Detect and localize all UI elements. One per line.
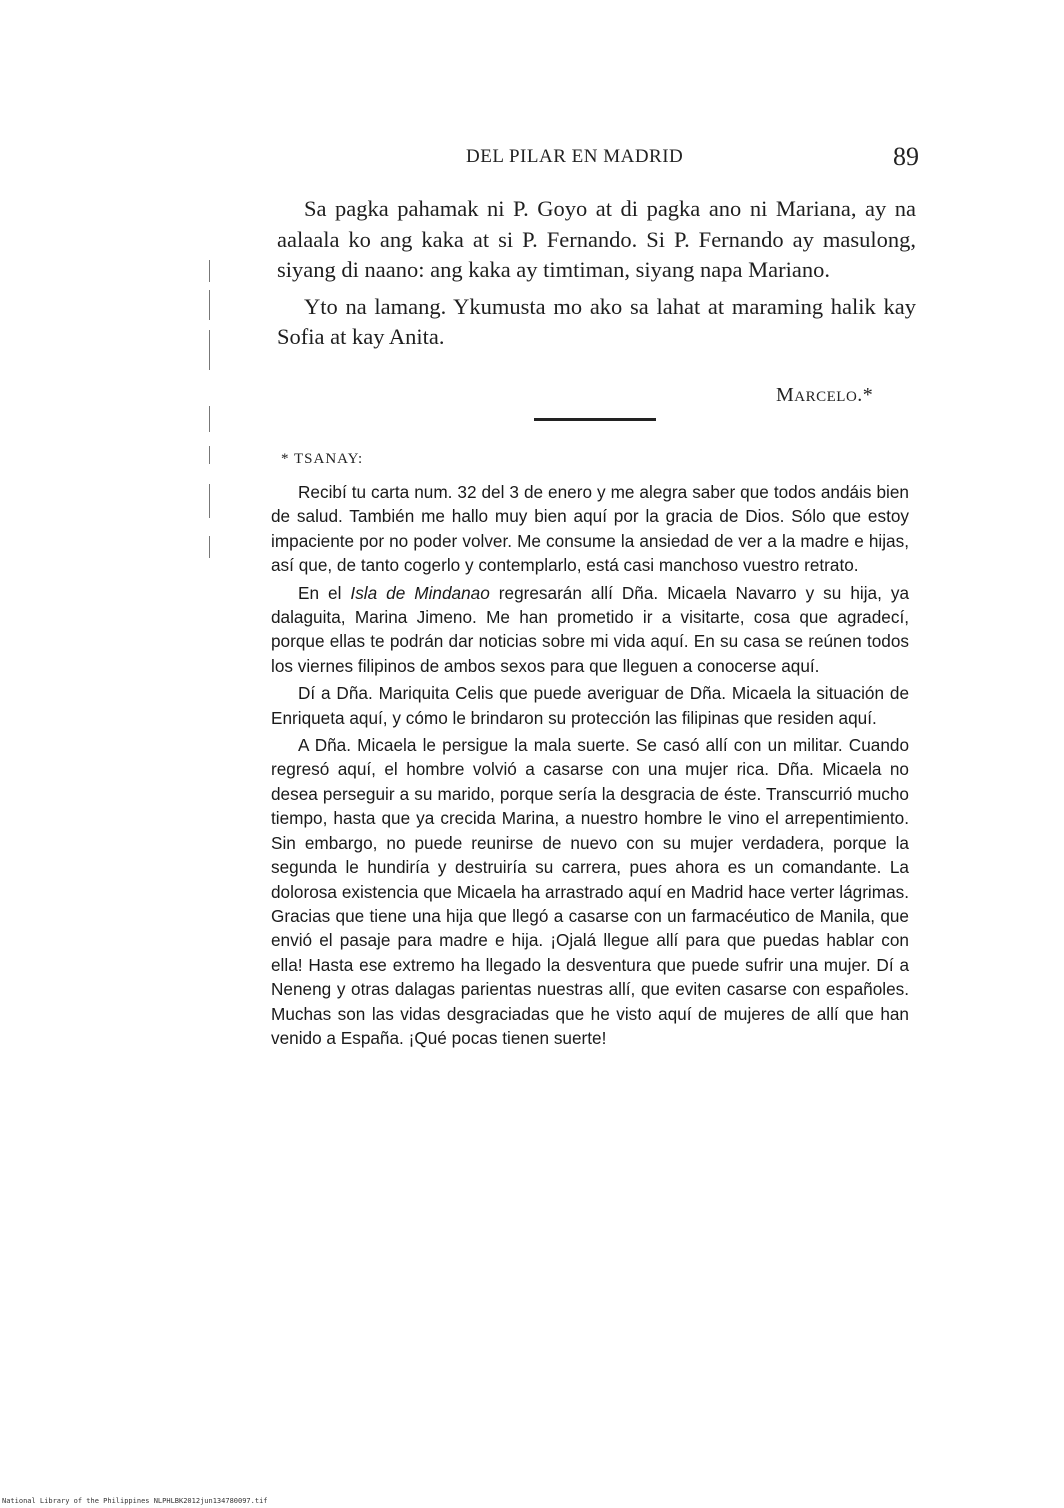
running-title: DEL PILAR EN MADRID <box>466 146 684 167</box>
footnote-paragraph: Recibí tu carta num. 32 del 3 de enero y me alegra saber que todos andáis bien de salud. También me hallo muy bien aquí por la gracia de Dios. Sólo que estoy impaciente por no poder volver. Me consume la ansiedad de ver a la madre e hijas, así que, de tanto cogerlo y contemplarlo, está casi manchoso vuestro retrato. <box>271 482 909 576</box>
footnote-paragraph: Dí a Dña. Mariquita Celis que puede averiguar de Dña. Micaela la situación de Enriqueta aquí, y cómo le brindaron su protección las filipinas que residen aquí. <box>271 683 909 728</box>
footnote-label: * TSANAY: <box>281 451 364 467</box>
footnote-text-run: En el <box>298 582 351 603</box>
scan-source-footer: National Library of the Philippines NLPHLBK2012jun134780097.tif <box>2 1497 268 1505</box>
signature-smallcaps: ARCELO <box>794 389 858 405</box>
page-number: 89 <box>893 142 919 171</box>
footnote-paragraph: A Dña. Micaela le persigue la mala suerte. Se casó allí con un militar. Cuando regresó aquí, el hombre volvió a casarse con una mujer rica. Dña. Micaela no desea perseguir a su marido, porque sería la desgracia de éste. Transcurrió mucho tiempo, hasta que ya crecida Marina, a nuestro hombre le vino el arrepentimiento. Sin embargo, no puede reunirse de nuevo con su mujer verdadera, porque la segunda le hundiría y destruiría su carrera, pues ahora es un comandante. La dolorosa existencia que Micaela ha arrastrado aquí en Madrid hace verter lágrimas. Gracias que tiene una hija que llegó a casarse con un farmacéutico de Manila, que envió el pasaje para madre e hija. ¡Ojalá llegue allí para que puedas hablar con ella! Hasta ese extremo ha llegado la desventura que puede sufrir una mujer. Dí a Neneng y otras dalagas parientas nuestras allí, que eviten casarse con españoles. Muchas son las vidas desgraciadas que he visto aquí de mujeres de allí que han venido a España. ¡Qué pocas tienen suerte! <box>271 735 909 1048</box>
signature-mark: .* <box>857 384 874 406</box>
ship-name: Isla de Mindanao <box>350 582 490 603</box>
signature <box>776 384 873 407</box>
footnote-text-run: regresarán allí Dña. Micaela Navarro y su hija, ya dalaguita, Marina Jimeno. Me han prometido ir a visitarte, cosa que agradecí, porque ellas te podrán dar noticias sobre mi vida aquí. En su casa se reúnen todos los viernes filipinos de ambos sexos para que lleguen a conocerse aquí. <box>271 582 910 676</box>
signature-initial: M <box>776 384 795 406</box>
letter-paragraph: Yto na lamang. Ykumusta mo ako sa lahat at maraming halik kay Sofia at kay Anita. <box>277 293 916 349</box>
letter-body <box>277 194 916 353</box>
letter-paragraph: Sa pagka pahamak ni P. Goyo at di pagka ano ni Mariana, ay na aalaala ko ang kaka at si P. Fernando. Si P. Fernando ay masulong, siyang di naano: ang kaka ay timtiman, siyang napa Mariano. <box>277 196 916 282</box>
footnote-paragraph <box>271 581 909 679</box>
section-divider <box>534 418 656 421</box>
scan-margin-marks <box>207 260 213 580</box>
footnote-body <box>271 480 909 1050</box>
